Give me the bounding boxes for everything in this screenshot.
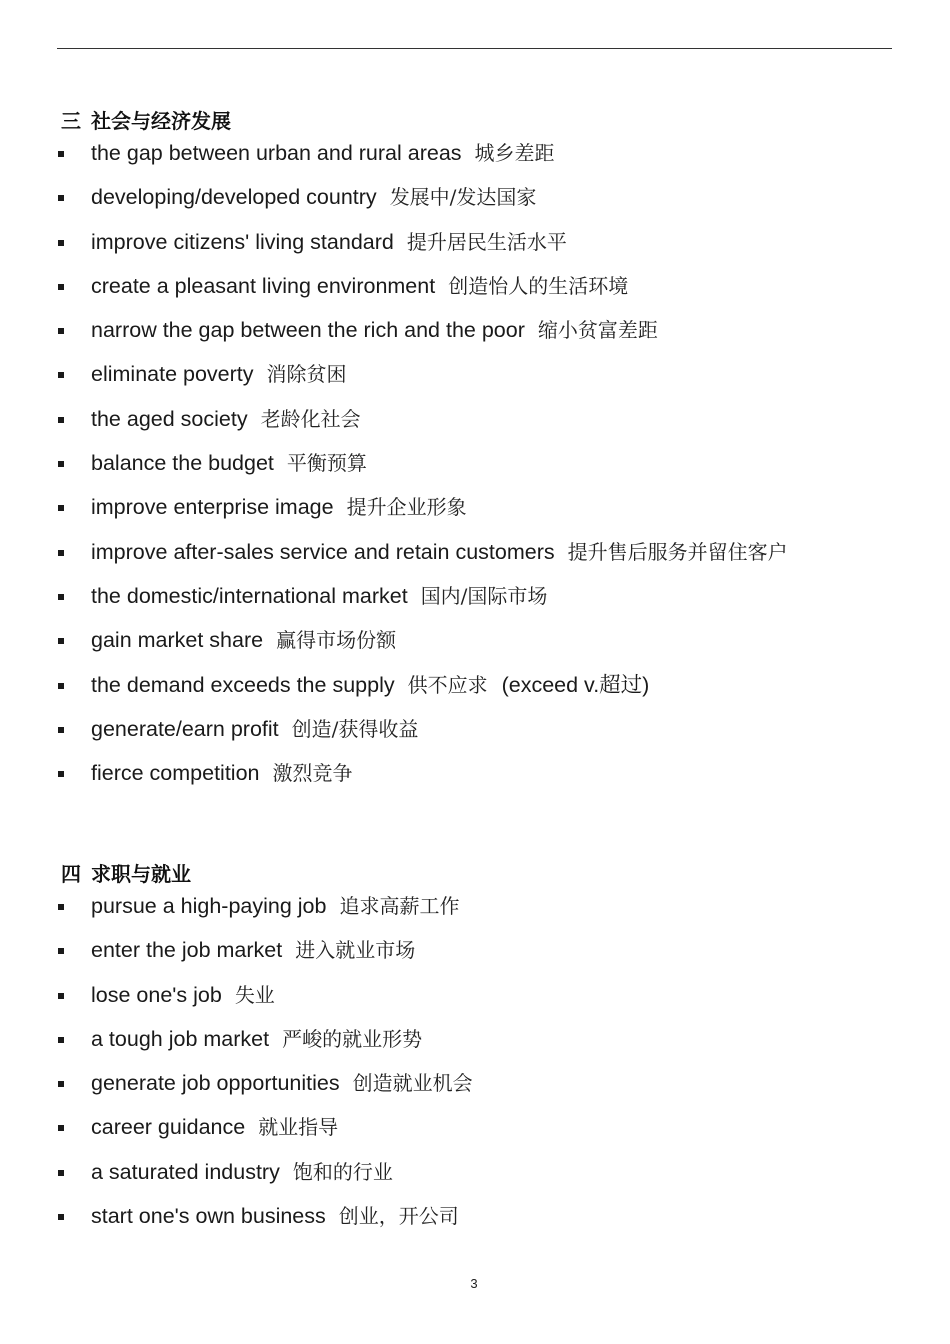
chinese-translation: 追求高薪工作 (339, 894, 460, 918)
list-item (0, 624, 950, 668)
list-item (0, 580, 950, 624)
list-item (0, 314, 950, 358)
chinese-translation: 赢得市场份额 (276, 628, 397, 653)
square-bullet-icon (58, 505, 64, 511)
english-text: improve enterprise image (91, 495, 334, 520)
english-phrase (91, 1067, 473, 1099)
chinese-translation: 平衡预算 (286, 451, 367, 476)
english-text: improve after-sales service and retain customers (91, 539, 555, 564)
english-text: developing/developed country (91, 185, 377, 210)
chinese-translation: 消除贫困 (266, 362, 347, 387)
square-bullet-icon (58, 240, 64, 246)
square-bullet-icon (58, 1081, 64, 1087)
list-item (0, 536, 950, 580)
english-text: balance the budget (91, 451, 274, 476)
section-number: 三 (61, 109, 81, 133)
square-bullet-icon (58, 993, 64, 999)
english-phrase (91, 314, 658, 346)
english-text: the domestic/international market (91, 583, 408, 608)
square-bullet-icon (58, 948, 64, 954)
english-text: improve citizens' living standard (91, 229, 394, 254)
english-phrase (91, 491, 467, 523)
english-phrase (91, 979, 275, 1011)
english-phrase (91, 713, 418, 745)
english-text: the aged society (91, 406, 248, 431)
english-phrase (91, 358, 347, 390)
english-text: the demand exceeds the supply (91, 672, 395, 697)
english-phrase (91, 1111, 338, 1143)
english-phrase (91, 624, 396, 656)
list-item (0, 181, 950, 225)
chinese-translation: 提升售后服务并留住客户 (567, 539, 788, 564)
english-phrase (91, 536, 788, 568)
header-rule (57, 48, 892, 49)
list-item (0, 890, 950, 934)
section-society-economy (0, 105, 950, 801)
list-item (0, 137, 950, 181)
english-phrase (91, 580, 547, 612)
square-bullet-icon (58, 638, 64, 644)
list-item (0, 1111, 950, 1155)
english-phrase (91, 447, 367, 479)
square-bullet-icon (58, 1170, 64, 1176)
chinese-translation: 供不应求 (407, 672, 488, 697)
english-text: generate job opportunities (91, 1071, 340, 1096)
list-item (0, 447, 950, 491)
section-number: 四 (61, 862, 81, 886)
square-bullet-icon (58, 151, 64, 157)
vocab-list (0, 890, 950, 1244)
square-bullet-icon (58, 195, 64, 201)
chinese-translation: 缩小贫富差距 (537, 318, 658, 343)
list-item (0, 1200, 950, 1244)
chinese-translation: 国内/国际市场 (420, 583, 548, 608)
english-phrase (91, 1200, 459, 1232)
usage-note: (exceed v.超过) (501, 672, 650, 697)
chinese-translation: 提升居民生活水平 (406, 229, 567, 254)
english-phrase (91, 1156, 393, 1188)
section-title: 求职与就业 (91, 862, 191, 886)
list-item (0, 934, 950, 978)
chinese-translation: 就业指导 (258, 1115, 339, 1140)
chinese-translation: 进入就业市场 (295, 938, 416, 963)
english-phrase (91, 226, 567, 258)
square-bullet-icon (58, 1214, 64, 1220)
section-heading (61, 105, 950, 137)
list-item (0, 1156, 950, 1200)
english-text: the gap between urban and rural areas (91, 141, 462, 165)
list-item (0, 1067, 950, 1111)
section-job-employment (0, 858, 950, 1244)
english-phrase (91, 934, 415, 966)
chinese-translation: 老龄化社会 (260, 406, 361, 431)
list-item (0, 979, 950, 1023)
vocab-list (0, 137, 950, 801)
list-item (0, 1023, 950, 1067)
english-text: eliminate poverty (91, 362, 254, 387)
english-text: fierce competition (91, 761, 260, 786)
english-text: start one's own business (91, 1204, 326, 1229)
section-title: 社会与经济发展 (91, 109, 231, 133)
english-phrase (91, 890, 459, 922)
chinese-translation: 失业 (234, 982, 275, 1007)
chinese-translation: 创造就业机会 (352, 1071, 473, 1096)
square-bullet-icon (58, 727, 64, 733)
english-text: a tough job market (91, 1026, 270, 1051)
english-phrase (91, 270, 628, 302)
square-bullet-icon (58, 372, 64, 378)
chinese-translation: 创业，开公司 (338, 1204, 459, 1229)
list-item (0, 403, 950, 447)
list-item (0, 226, 950, 270)
chinese-translation: 激烈竞争 (272, 761, 353, 786)
square-bullet-icon (58, 1125, 64, 1131)
english-text: gain market share (91, 628, 264, 653)
english-text: lose one's job (91, 982, 222, 1007)
chinese-translation: 饱和的行业 (292, 1159, 393, 1184)
english-text: pursue a high-paying job (91, 894, 327, 918)
square-bullet-icon (58, 683, 64, 689)
english-phrase (91, 181, 536, 213)
english-phrase (91, 669, 649, 701)
english-phrase (91, 1023, 422, 1055)
english-text: enter the job market (91, 938, 283, 963)
square-bullet-icon (58, 904, 64, 910)
list-item (0, 358, 950, 402)
english-text: create a pleasant living environment (91, 273, 436, 298)
chinese-translation: 提升企业形象 (346, 495, 467, 520)
square-bullet-icon (58, 284, 64, 290)
square-bullet-icon (58, 594, 64, 600)
english-phrase (91, 137, 555, 169)
chinese-translation: 城乡差距 (474, 141, 555, 165)
list-item (0, 713, 950, 757)
chinese-translation: 严峻的就业形势 (282, 1026, 423, 1051)
list-item (0, 270, 950, 314)
list-item (0, 669, 950, 713)
page-number: 3 (470, 1276, 478, 1291)
square-bullet-icon (58, 417, 64, 423)
chinese-translation: 创造/获得收益 (291, 716, 419, 741)
english-phrase (91, 757, 353, 789)
english-text: career guidance (91, 1115, 246, 1140)
english-text: generate/earn profit (91, 716, 279, 741)
section-heading (61, 858, 950, 890)
chinese-translation: 创造怡人的生活环境 (448, 273, 629, 298)
square-bullet-icon (58, 550, 64, 556)
list-item (0, 491, 950, 535)
list-item (0, 757, 950, 801)
square-bullet-icon (58, 461, 64, 467)
square-bullet-icon (58, 328, 64, 334)
english-phrase (91, 403, 361, 435)
english-text: narrow the gap between the rich and the poor (91, 318, 525, 343)
chinese-translation: 发展中/发达国家 (389, 185, 537, 210)
square-bullet-icon (58, 771, 64, 777)
square-bullet-icon (58, 1037, 64, 1043)
english-text: a saturated industry (91, 1159, 280, 1184)
